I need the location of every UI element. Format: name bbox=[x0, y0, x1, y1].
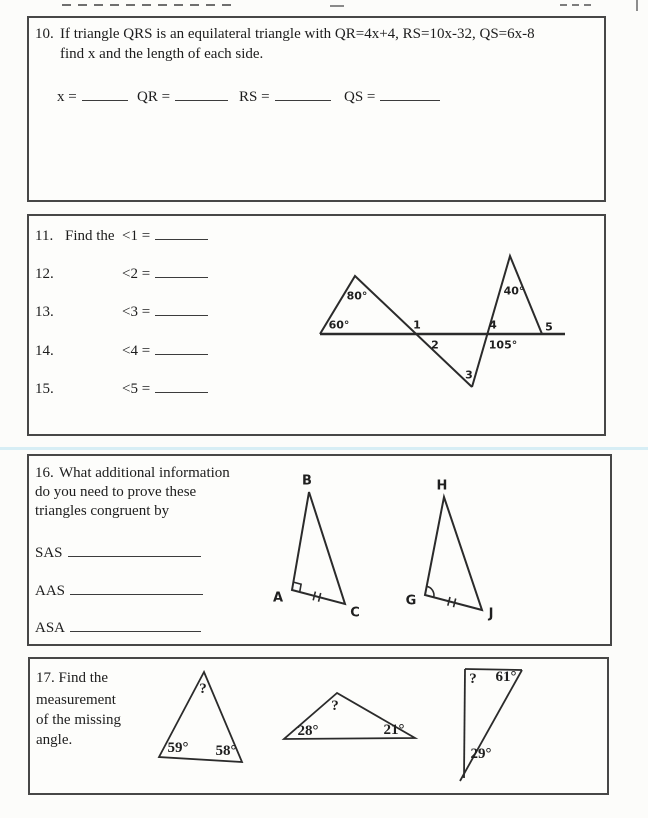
triangle-2-angle-28: 28° bbox=[297, 723, 319, 739]
row-15-blank bbox=[155, 379, 208, 393]
problems-11-15-box bbox=[27, 214, 606, 436]
missing-angle-triangles-figure bbox=[140, 659, 545, 792]
answer-x-blank bbox=[82, 87, 128, 101]
problem-16-box bbox=[27, 454, 612, 646]
aas-row bbox=[35, 581, 203, 601]
vertex-j-label: J bbox=[488, 606, 494, 622]
figure-right-triangle-lines bbox=[472, 256, 542, 387]
problem-10-text-line2: find x and the length of each side. bbox=[60, 46, 264, 62]
problem-17-box bbox=[28, 657, 609, 795]
sas-label: SAS bbox=[35, 545, 63, 561]
row-14 bbox=[35, 341, 208, 361]
row-11 bbox=[35, 226, 208, 246]
problem-17-line3: of the missing bbox=[36, 712, 121, 728]
angle-1-label: 1 bbox=[413, 318, 421, 332]
angle-105-label: 105° bbox=[488, 338, 518, 352]
triangle-3-left-side bbox=[464, 669, 465, 778]
row-11-prefix: Find the bbox=[65, 228, 115, 244]
problem-10-box bbox=[27, 16, 606, 202]
row-13-angle: <3 = bbox=[122, 304, 151, 320]
problem-16-line3: triangles congruent by bbox=[35, 503, 170, 519]
scan-artifact-dashes bbox=[62, 4, 237, 6]
sas-blank bbox=[68, 543, 201, 557]
angle-80-label: 80° bbox=[346, 289, 368, 303]
congruent-triangles-figure bbox=[265, 470, 505, 628]
answer-qr bbox=[137, 87, 228, 106]
angle-40-label: 40° bbox=[503, 284, 525, 298]
asa-row bbox=[35, 618, 201, 638]
asa-blank bbox=[70, 618, 201, 632]
triangle-3-missing-angle: ? bbox=[469, 671, 477, 687]
row-12-number: 12. bbox=[35, 266, 54, 282]
problem-16-line1: What additional information bbox=[59, 465, 230, 481]
scan-artifact-blue-line bbox=[0, 447, 648, 450]
angles-figure bbox=[310, 245, 580, 400]
angle-3-label: 3 bbox=[465, 368, 473, 382]
row-14-number: 14. bbox=[35, 343, 54, 359]
row-12-blank bbox=[155, 264, 208, 278]
row-14-angle: <4 = bbox=[122, 343, 151, 359]
answer-qs-blank bbox=[380, 87, 440, 101]
problem-16-line2: do you need to prove these bbox=[35, 484, 197, 500]
problem-10-number: 10. bbox=[35, 26, 54, 42]
triangle-2-missing-angle: ? bbox=[331, 698, 339, 714]
vertex-h-label: H bbox=[436, 478, 448, 494]
answer-x-label: x = bbox=[57, 89, 77, 105]
tick-mark-ac-1 bbox=[313, 592, 315, 601]
aas-label: AAS bbox=[35, 583, 66, 599]
answer-rs bbox=[239, 87, 331, 106]
triangle-3-angle-29: 29° bbox=[470, 746, 492, 762]
figure-left-triangle-lines bbox=[320, 276, 472, 387]
problem-17-line1: 17. Find the bbox=[36, 670, 109, 686]
row-13-number: 13. bbox=[35, 304, 54, 320]
triangle-2-angle-21: 21° bbox=[383, 722, 405, 738]
triangle-1-missing-angle: ? bbox=[199, 681, 207, 697]
angle-2-label: 2 bbox=[431, 338, 439, 352]
vertex-c-label: C bbox=[350, 605, 360, 621]
scan-artifact-tick bbox=[636, 0, 638, 11]
problem-17-line2: measurement bbox=[36, 692, 116, 708]
vertex-b-label: B bbox=[302, 473, 312, 489]
row-15-angle: <5 = bbox=[122, 381, 151, 397]
row-13 bbox=[35, 302, 208, 322]
tick-mark-gj-1 bbox=[448, 597, 450, 606]
angle-4-label: 4 bbox=[489, 318, 497, 332]
answer-qs bbox=[344, 87, 440, 106]
triangle-1-angle-58: 58° bbox=[215, 743, 237, 759]
problem-17-line4: angle. bbox=[36, 732, 73, 748]
sas-row bbox=[35, 543, 201, 563]
row-12-angle: <2 = bbox=[122, 266, 151, 282]
problem-16-number: 16. bbox=[35, 465, 54, 481]
tick-mark-gj-2 bbox=[454, 599, 456, 608]
row-11-blank bbox=[155, 226, 208, 240]
row-11-number: 11. bbox=[35, 228, 54, 244]
angle-60-label: 60° bbox=[328, 318, 350, 332]
answer-qs-label: QS = bbox=[344, 89, 376, 105]
answer-rs-label: RS = bbox=[239, 89, 270, 105]
aas-blank bbox=[70, 581, 203, 595]
angle-5-label: 5 bbox=[545, 320, 553, 334]
answer-qr-blank bbox=[175, 87, 228, 101]
tick-mark-ac-2 bbox=[319, 593, 321, 602]
scan-artifact-dash bbox=[560, 4, 594, 6]
row-13-blank bbox=[155, 302, 208, 316]
vertex-a-label: A bbox=[272, 590, 284, 606]
vertex-g-label: G bbox=[405, 593, 417, 609]
row-11-angle: <1 = bbox=[122, 228, 151, 244]
scan-artifact-dash bbox=[330, 5, 344, 7]
answer-qr-label: QR = bbox=[137, 89, 171, 105]
row-14-blank bbox=[155, 341, 208, 355]
row-15-number: 15. bbox=[35, 381, 54, 397]
asa-label: ASA bbox=[35, 620, 66, 636]
row-12 bbox=[35, 264, 208, 284]
problem-10-text-line1: If triangle QRS is an equilateral triangle with QR=4x+4, RS=10x-32, QS=6x-8 bbox=[60, 26, 535, 42]
answer-x bbox=[57, 87, 128, 106]
answer-rs-blank bbox=[275, 87, 331, 101]
triangle-1-angle-59: 59° bbox=[167, 740, 189, 756]
triangle-3-angle-61: 61° bbox=[495, 669, 517, 685]
row-15 bbox=[35, 379, 208, 399]
